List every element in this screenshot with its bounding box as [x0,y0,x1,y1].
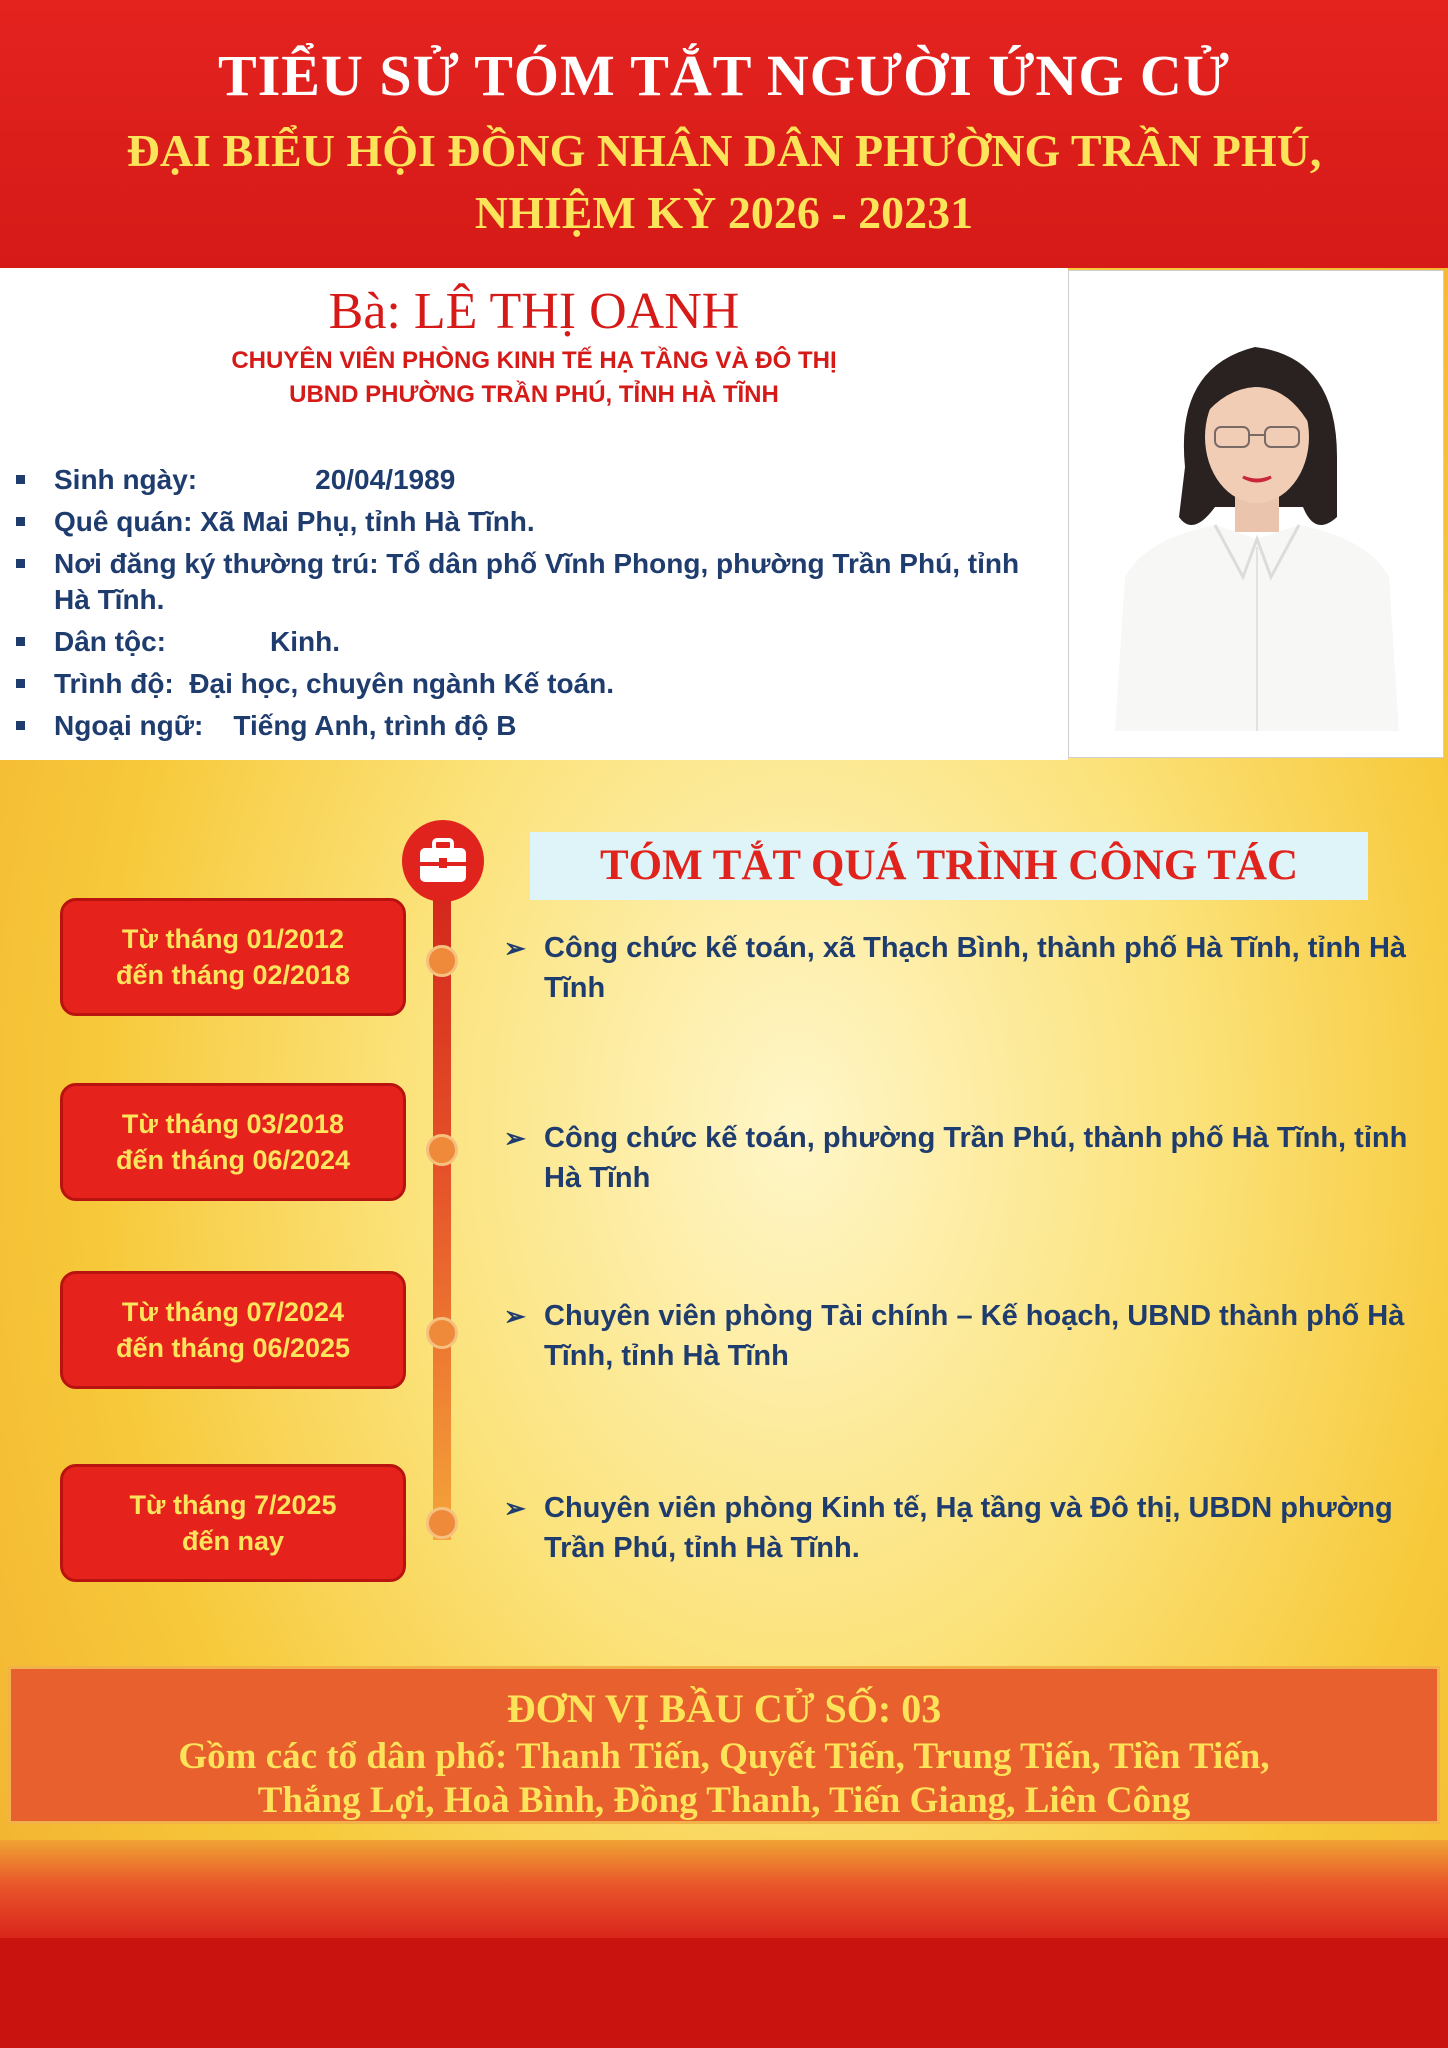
candidate-photo [1075,277,1437,731]
briefcase-icon [402,820,484,902]
info-item-language [16,708,1056,744]
period-from: Từ tháng 7/2025 [129,1490,337,1520]
period-box [60,1464,406,1582]
info-label: Nơi đăng ký thường trú: [54,548,379,579]
info-label: Sinh ngày: [54,464,198,495]
period-to: đến nay [181,1526,285,1556]
footer-band [0,1938,1448,2048]
info-item-residence [16,546,1056,618]
portrait-photo-icon [1075,277,1437,731]
timeline-node [426,945,458,977]
bullet-icon [16,721,25,730]
page-subtitle [0,120,1448,244]
info-label: Trình độ: [54,668,174,699]
arrow-bullet-icon: ➢ [504,1123,526,1153]
info-value: Tổ dân phố Vĩnh Phong, phường Trần Phú, tỉnh Hà Tĩnh. [54,548,1020,615]
subtitle-line-1: ĐẠI BIỂU HỘI ĐỒNG NHÂN DÂN PHƯỜNG TRẦN PHÚ, [126,125,1322,176]
bullet-icon [16,475,25,484]
job-description [500,1488,1424,1568]
timeline-node [426,1507,458,1539]
job-description [500,928,1424,1008]
candidate-name: Bà: LÊ THỊ OANH [328,283,740,340]
areas-line-1: Gồm các tổ dân phố: Thanh Tiến, Quyết Tiến, Trung Tiến, Tiền Tiến, [178,1736,1270,1777]
subtitle-line-2: NHIỆM KỲ 2026 - 20231 [474,187,974,238]
info-item-education [16,666,1056,702]
job-text: Công chức kế toán, xã Thạch Bình, thành phố Hà Tĩnh, tỉnh Hà Tĩnh [544,932,1407,1004]
job-description [500,1296,1424,1376]
period-to: đến tháng 06/2025 [115,1333,351,1363]
arrow-bullet-icon: ➢ [504,1493,526,1523]
bullet-icon [16,517,25,526]
timeline-bar [433,900,451,1540]
constituency-box [8,1666,1440,1824]
job-text: Chuyên viên phòng Kinh tế, Hạ tầng và Đô thị, UBDN phường Trần Phú, tỉnh Hà Tĩnh. [544,1492,1393,1564]
candidate-position [0,344,1068,412]
job-description [500,1118,1424,1198]
info-value: Xã Mai Phụ, tỉnh Hà Tĩnh. [200,506,535,537]
constituency-areas [11,1735,1437,1823]
period-box [60,1271,406,1389]
info-value: 20/04/1989 [315,464,456,495]
info-label: Ngoại ngữ: [54,710,204,741]
bullet-icon [16,637,25,646]
position-line-1: CHUYÊN VIÊN PHÒNG KINH TẾ HẠ TẦNG VÀ ĐÔ THỊ [231,347,837,374]
page-title: TIỂU SỬ TÓM TẮT NGƯỜI ỨNG CỬ [218,43,1230,108]
position-line-2: UBND PHƯỜNG TRẦN PHÚ, TỈNH HÀ TĨNH [289,381,779,408]
timeline-node [426,1134,458,1166]
info-value: Kinh. [270,626,340,657]
briefcase-glyph [402,820,484,902]
arrow-bullet-icon: ➢ [504,1301,526,1331]
constituency-title: ĐƠN VỊ BẦU CỬ SỐ: 03 [506,1686,942,1731]
period-from: Từ tháng 01/2012 [121,924,345,954]
bullet-icon [16,679,25,688]
period-from: Từ tháng 03/2018 [121,1109,345,1139]
candidate-photo-frame [1068,270,1444,758]
period-box [60,1083,406,1201]
info-item-ethnicity [16,624,1056,660]
period-to: đến tháng 02/2018 [115,960,351,990]
timeline-node [426,1317,458,1349]
period-box [60,898,406,1016]
info-label: Quê quán: [54,506,193,537]
header-banner [0,0,1448,268]
info-item-hometown [16,504,1056,540]
work-history-title: TÓM TẮT QUÁ TRÌNH CÔNG TÁC [530,832,1368,900]
period-to: đến tháng 06/2024 [115,1145,351,1175]
areas-line-2: Thắng Lợi, Hoà Bình, Đồng Thanh, Tiến Giang, Liên Công [257,1780,1191,1821]
info-list [16,462,1056,750]
job-text: Công chức kế toán, phường Trần Phú, thành phố Hà Tĩnh, tỉnh Hà Tĩnh [544,1122,1408,1194]
arrow-bullet-icon: ➢ [504,933,526,963]
info-value: Đại học, chuyên ngành Kế toán. [189,668,615,699]
bullet-icon [16,559,25,568]
period-from: Từ tháng 07/2024 [121,1297,345,1327]
job-text: Chuyên viên phòng Tài chính – Kế hoạch, UBND thành phố Hà Tĩnh, tỉnh Hà Tĩnh [544,1300,1405,1372]
info-item-birthdate [16,462,1056,498]
info-value: Tiếng Anh, trình độ B [233,710,517,741]
info-label: Dân tộc: [54,626,166,657]
